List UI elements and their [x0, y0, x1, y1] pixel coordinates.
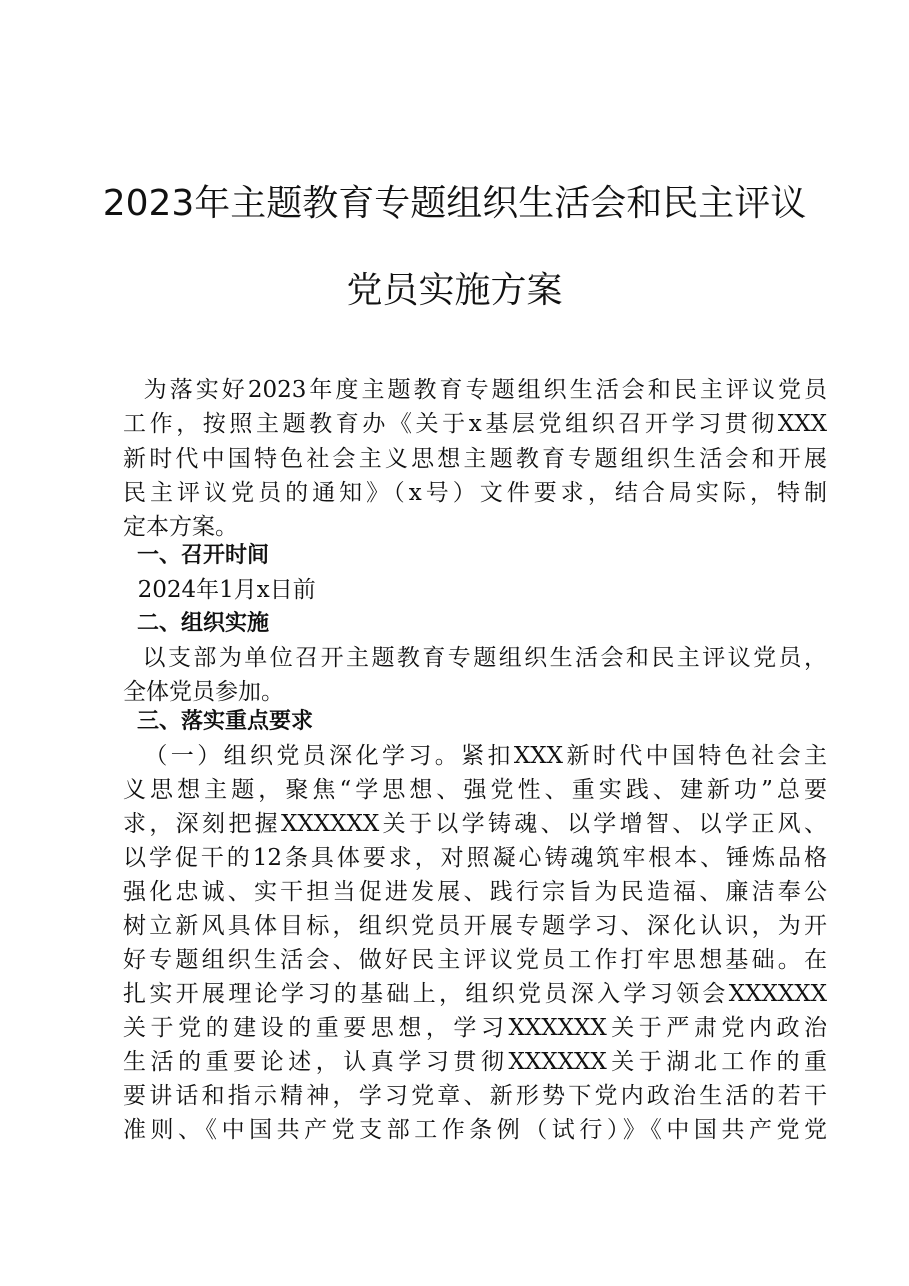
- section-line: 树立新风具体目标，组织党员开展专题学习、深化认识，为开: [123, 913, 827, 939]
- section-line: 要讲话和指示精神，学习党章、新形势下党内政治生活的若干: [123, 1083, 827, 1109]
- section-line: 求，深刻把握XXXXXX关于以学铸魂、以学增智、以学正风、: [123, 811, 827, 837]
- section-heading-time: 一、召开时间: [137, 543, 270, 568]
- document-title-line1: 2023年主题教育专题组织生活会和民主评议: [102, 183, 807, 224]
- intro-line: 工作，按照主题教育办《关于x基层党组织召开学习贯彻XXX: [123, 411, 827, 437]
- section-line: 关于党的建设的重要思想，学习XXXXXX关于严肃党内政治: [123, 1015, 827, 1041]
- section-line: 2024年1月x日前: [123, 577, 316, 603]
- section-heading-organization: 二、组织实施: [137, 611, 270, 636]
- section-line: 强化忠诚、实干担当促进发展、践行宗旨为民造福、廉洁奉公: [123, 879, 827, 905]
- document-title-line2: 党员实施方案: [346, 270, 563, 311]
- intro-line: 定本方案。: [123, 514, 238, 540]
- section-line: 准则、《中国共产党支部工作条例（试行）》《中国共产党党: [123, 1117, 827, 1143]
- section-line: 全体党员参加。: [123, 679, 284, 705]
- section-line: 扎实开展理论学习的基础上，组织党员深入学习领会XXXXXX: [123, 981, 827, 1007]
- section-heading-requirements: 三、落实重点要求: [137, 709, 314, 734]
- section-line: （一）组织党员深化学习。紧扣XXX新时代中国特色社会主: [123, 743, 827, 769]
- section-line: 以支部为单位召开主题教育专题组织生活会和民主评议党员，: [123, 645, 827, 671]
- intro-line: 民主评议党员的通知》（x号）文件要求，结合局实际，特制: [123, 480, 827, 506]
- section-line: 以学促干的12条具体要求，对照凝心铸魂筑牢根本、锤炼品格: [123, 845, 827, 871]
- section-line: 好专题组织生活会、做好民主评议党员工作打牢思想基础。在: [123, 947, 827, 973]
- intro-line: 为落实好2023年度主题教育专题组织生活会和民主评议党员: [123, 377, 827, 403]
- intro-line: 新时代中国特色社会主义思想主题教育专题组织生活会和开展: [123, 446, 827, 472]
- section-line: 生活的重要论述，认真学习贯彻XXXXXX关于湖北工作的重: [123, 1049, 827, 1075]
- section-line: 义思想主题，聚焦“学思想、强党性、重实践、建新功”总要: [123, 777, 827, 803]
